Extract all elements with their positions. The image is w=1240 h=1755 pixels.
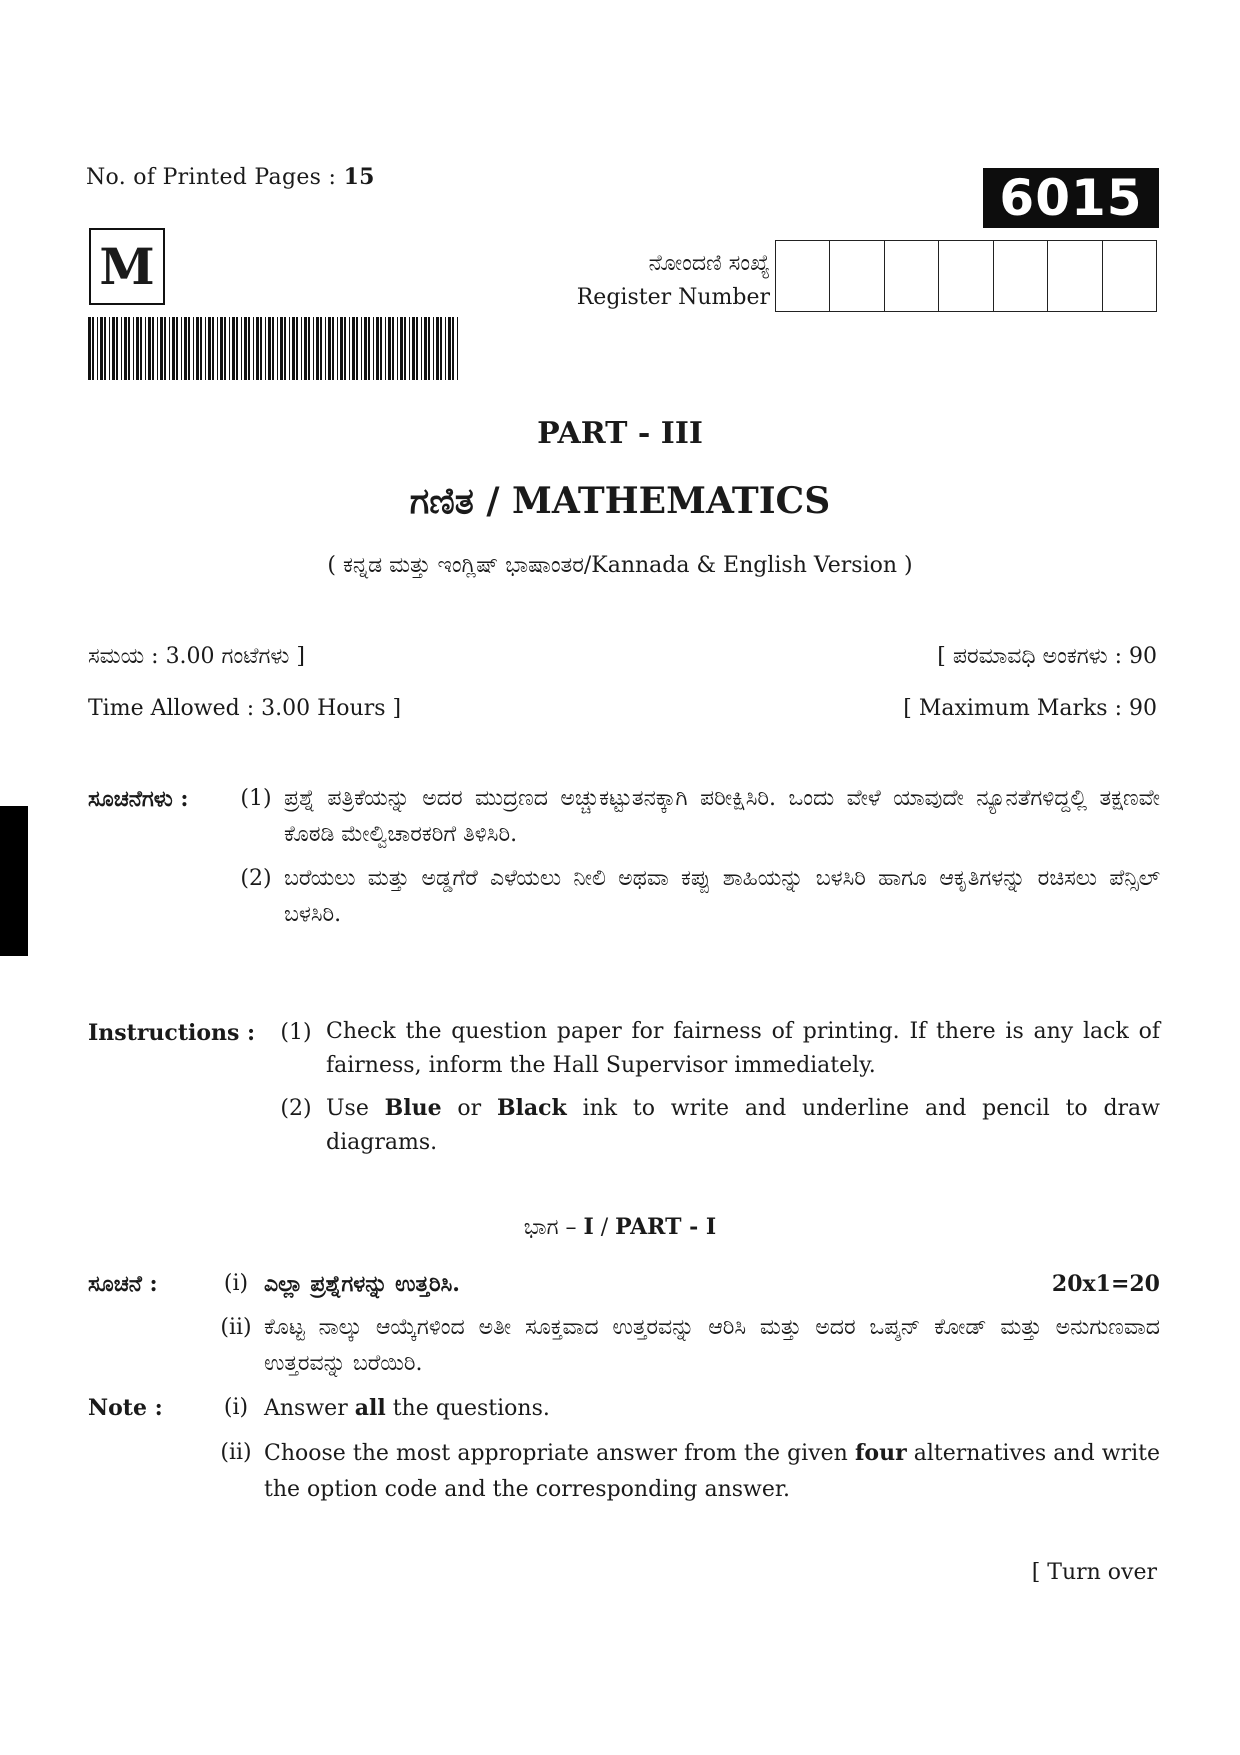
note-text: ಎಲ್ಲಾ ಪ್ರಶ್ನೆಗಳನ್ನು ಉತ್ತರಿಸಿ.	[264, 1271, 460, 1297]
paper-code: 6015	[983, 168, 1159, 228]
printed-pages-label: No. of Printed Pages :	[86, 165, 337, 190]
register-number-boxes	[775, 240, 1157, 312]
register-digit-box[interactable]	[1047, 241, 1101, 311]
kannada-instructions-label: ಸೂಚನೆಗಳು :	[88, 786, 189, 812]
register-digit-box[interactable]	[884, 241, 938, 311]
register-number-label	[520, 247, 770, 315]
register-digit-box[interactable]	[938, 241, 992, 311]
item-number: (1)	[280, 1020, 312, 1045]
version-letter-box: M	[89, 228, 165, 305]
instruction-text: ಪ್ರಶ್ನೆ ಪತ್ರಿಕೆಯನ್ನು ಅದರ ಮುದ್ರಣದ ಅಚ್ಚುಕಟ್ಟುತನಕ್ಕಾಗಿ ಪರೀಕ್ಷಿಸಿರಿ. ಒಂದು ವೇಳೆ ಯಾವುದೇ ನ್ಯೂನತೆಗಳಿದ್ದಲ್ಲಿ ತಕ್ಷಣವೇ ಕೊಠಡಿ ಮೇಲ್ವಿಚಾರಕರಿಗೆ ತಿಳಿಸಿರಿ.	[284, 786, 1160, 847]
version-subtitle: ( ಕನ್ನಡ ಮತ್ತು ಇಂಗ್ಲಿಷ್ ಭಾಷಾಂತರ/Kannada & English Version )	[327, 553, 913, 578]
english-instructions	[88, 1015, 1160, 1160]
note-label: Note :	[88, 1395, 163, 1421]
item-number: (1)	[240, 786, 272, 811]
time-kannada: ಸಮಯ : 3.00 ಗಂಟೆಗಳು ]	[88, 644, 305, 669]
note-text: ಕೊಟ್ಟ ನಾಲ್ಕು ಆಯ್ಕೆಗಳಿಂದ ಅತೀ ಸೂಕ್ತವಾದ ಉತ್ತರವನ್ನು ಆರಿಸಿ ಮತ್ತು ಅದರ ಒಪ್ಶನ್ ಕೋಡ್ ಮತ್ತು ಅನುಗುಣವಾದ ಉತ್ತರವನ್ನು ಬರೆಯಿರಿ.	[264, 1315, 1160, 1376]
time-allowed: Time Allowed : 3.00 Hours ]	[88, 696, 402, 721]
item-number: (i)	[223, 1395, 249, 1420]
margin-marker	[0, 806, 28, 956]
maximum-marks: [ Maximum Marks : 90	[903, 696, 1157, 721]
turn-over-text: [ Turn over	[1031, 1560, 1157, 1585]
item-number: (2)	[280, 1096, 312, 1121]
register-digit-box[interactable]	[993, 241, 1047, 311]
item-number: (ii)	[220, 1315, 252, 1340]
printed-pages-value: 15	[343, 164, 375, 190]
register-label-kannada: ನೋಂದಣಿ ಸಂಖ್ಯೆ	[648, 251, 770, 276]
instruction-text: Check the question paper for fairness of printing. If there is any lack of fairness, inform the Hall Supervisor immediately.	[326, 1019, 1160, 1078]
section-notes	[88, 1266, 1160, 1508]
barcode	[88, 317, 464, 380]
marks-allocation: 20x1=20	[1051, 1271, 1160, 1297]
kannada-instructions	[88, 781, 1160, 933]
register-digit-box[interactable]	[829, 241, 883, 311]
note-text: Choose the most appropriate answer from the given four alternatives and write the option code and the corresponding answer.	[264, 1440, 1160, 1502]
instruction-text: Use Blue or Black ink to write and underline and pencil to draw diagrams.	[326, 1095, 1161, 1155]
note-text: Answer all the questions.	[264, 1395, 550, 1421]
kannada-note-label: ಸೂಚನೆ :	[88, 1271, 158, 1297]
section-heading: ಭಾಗ – I / PART - I	[523, 1214, 717, 1240]
max-marks-kannada: [ ಪರಮಾವಧಿ ಅಂಕಗಳು : 90	[937, 644, 1157, 669]
item-number: (i)	[223, 1271, 249, 1296]
printed-pages-info	[86, 164, 375, 190]
instruction-text: ಬರೆಯಲು ಮತ್ತು ಅಡ್ಡಗೆರೆ ಎಳೆಯಲು ನೀಲಿ ಅಥವಾ ಕಪ್ಪು ಶಾಹಿಯನ್ನು ಬಳಸಿರಿ ಹಾಗೂ ಆಕೃತಿಗಳನ್ನು ರಚಿಸಲು ಪೆನ್ಸಿಲ್ ಬಳಸಿರಿ.	[284, 866, 1160, 927]
register-digit-box[interactable]	[776, 241, 829, 311]
subject-title: ಗಣಿತ / MATHEMATICS	[409, 480, 831, 522]
register-label-english: Register Number	[576, 285, 770, 310]
item-number: (ii)	[220, 1440, 252, 1465]
item-number: (2)	[240, 866, 272, 891]
part-title: PART - III	[537, 416, 703, 451]
register-digit-box[interactable]	[1102, 241, 1156, 311]
instructions-label: Instructions :	[88, 1020, 256, 1046]
